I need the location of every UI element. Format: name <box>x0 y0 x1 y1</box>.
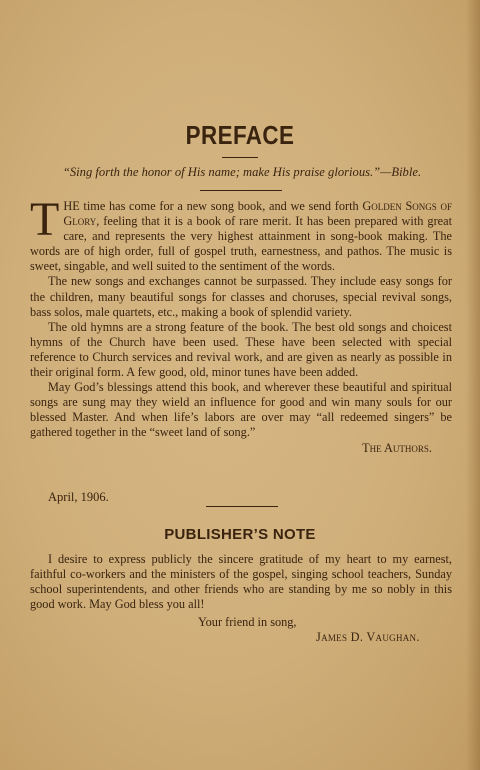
note-paragraph: I desire to express publicly the sincere gratitude of my heart to my earnest, faithful co-workers and the ministers of the gospel, singing school teachers, Sunday school superintendents, and other friends who are standing by me so nobly in this good work. May God bless you all! <box>30 552 452 612</box>
paragraph-1-rest: , feeling that it is a book of rare merit. It has been prepared with great care, and represents the very highest attainment in song-book making. The words are of high order, full of gospel truth, earnestness, and pathos. The music is sweet, singable, and well suited to the sentiment of the words. <box>30 214 452 274</box>
publisher-signature: James D. Vaughan. <box>316 630 420 644</box>
page-edge-shadow <box>466 0 480 770</box>
epigraph: “Sing forth the honor of His name; make His praise glorious.”—Bible. <box>62 165 422 179</box>
drop-cap: T <box>30 193 60 246</box>
paragraph-3: The old hymns are a strong feature of the book. The best old songs and choicest hymns of the Church have been used. These have been selected with special reference to Church services and revival work, and are given as nearly as possible in their original form. A few good, old, minor tunes have been added. <box>30 319 452 380</box>
note-body <box>30 552 452 612</box>
preface-body <box>30 193 453 456</box>
note-title: PUBLISHER’S NOTE <box>164 526 316 543</box>
page-title: PREFACE <box>185 120 295 150</box>
paragraph-1-start: HE time has come for a new song book, and we send forth <box>63 199 363 213</box>
authors-signature: The Authors. <box>362 440 432 455</box>
paragraph-2: The new songs and exchanges cannot be surpassed. They include easy songs for the children, many beautiful songs for classes and choruses, special revival songs, bass solos, male quartets, etc., making a book of splendid variety. <box>30 274 452 319</box>
epigraph-divider <box>200 190 282 191</box>
book-title: Golden Songs of Glory <box>63 199 453 229</box>
paragraph-1 <box>30 193 453 274</box>
title-divider <box>222 157 258 158</box>
section-divider <box>206 506 278 507</box>
paragraph-4: May God’s blessings attend this book, and wherever these beautiful and spiritual songs are sung may they wield an influence for good and win many souls for our blessed Master. And when life’s labors are over may “all redeemed singers” be gathered together in the “sweet land of song.” <box>30 380 452 440</box>
note-closing: Your friend in song, <box>198 615 297 629</box>
preface-date: April, 1906. <box>48 490 109 504</box>
